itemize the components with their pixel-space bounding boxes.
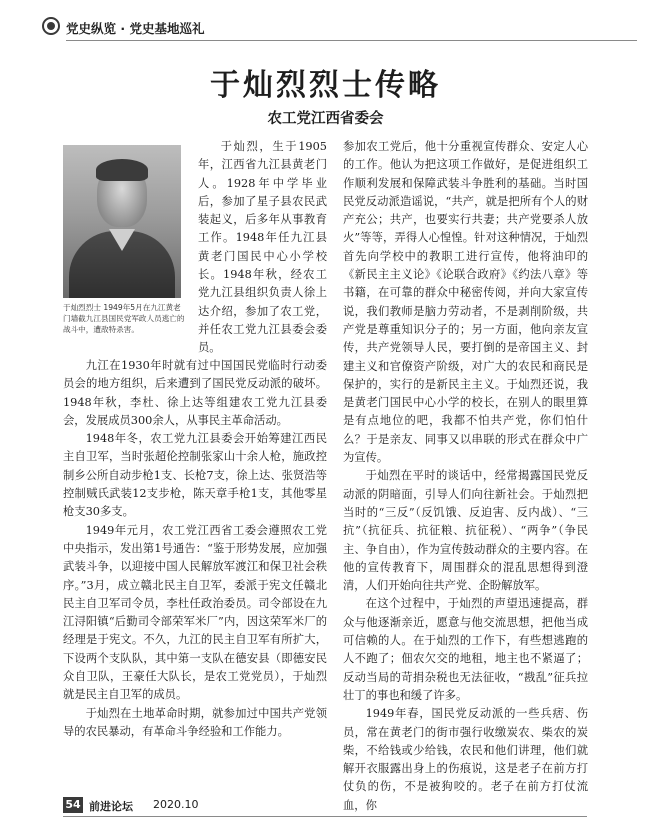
left-column <box>63 357 327 741</box>
article-paragraph: 1948年冬，农工党九江县委会开始筹建江西民主自卫军，当时张超伦控制张家山十余人枪，施政控制乡公所自动步枪1支、长枪7支，徐上达、张贤浩等控制贼氏武装12支步枪，陈天章手枪1支，其他零星枪支30多支。 <box>63 432 327 519</box>
article-paragraph: 在这个过程中，于灿烈的声望迅速提高，群众与他逐渐亲近，愿意与他交流思想，把他当成可信赖的人。在于灿烈的工作下，有些想逃跑的人不跑了；佃农欠交的地租，地主也不紧逼了；反动当局的苛捐杂税也无法征收，“戡乱”征兵拉壮丁的事也和缓了许多。 <box>343 597 588 702</box>
intro-text <box>198 138 327 358</box>
page-number: 54 <box>63 797 83 813</box>
photo-caption <box>63 302 186 335</box>
article-paragraph: 于灿烈在平时的谈话中，经常揭露国民党反动派的阴暗面，引导人们向往新社会。于灿烈把当时的“三反”（反饥饿、反迫害、反内战）、“三抗”（抗征兵、抗征粮、抗征税）、“两争”（争民主、争自由），作为宣传鼓动群众的主要内容。在他的宣传教育下，周围群众的混乱思想得到澄清，人们开始向往共产党、企盼解放军。 <box>343 469 588 593</box>
header-rule <box>66 40 637 41</box>
right-column <box>343 138 588 815</box>
footer-rule <box>63 816 587 817</box>
article-author: 农工党江西省委会 <box>267 111 384 127</box>
article-paragraph: 参加农工党后，他十分重视宣传群众、安定人心的工作。他认为把这项工作做好，是促进组织工作顺利发展和保障武装斗争胜利的基础。当时国民党反动派造谣说，“共产，就是把所有个人的财产充公；共产，也要实行共妻；共产党要杀人放火”等等，弄得人心惶惶。针对这种情况，于灿烈首先向学校中的教职工进行宣传，他将油印的《新民主主义论》《论联合政府》《约法八章》等书籍，在可靠的群众中秘密传阅，并向大家宣传说，我们教师是脑力劳动者，不是剥削阶级，共产党是尊重知识分子的；另一方面，他向亲友宣传，共产党领导人民，要打倒的是帝国主义、封建主义和官僚资产阶级，对广大的农民和商民是保护的，实行的是新民主主义。于灿烈还说，我是黄老门国民中心小学的校长，在别人的眼里算是有点地位的吧，我都不怕共产党，你们怕什么？于是亲友、同事又以串联的形式在群众中广为宣传。 <box>343 140 588 465</box>
article-paragraph: 九江在1930年时就有过中国国民党临时行动委员会的地方组织，后来遭到了国民党反动派的破坏。1948年秋，李杜、徐上达等组建农工党九江县委会，发展成员300余人，从事民主革命活动。 <box>63 359 327 427</box>
page-header <box>14 12 637 42</box>
issue-date: 2020.10 <box>153 798 199 811</box>
portrait-hair <box>96 159 148 181</box>
article-paragraph: 1949年春，国民党反动派的一些兵痞、伤员，常在黄老门的街市强行收缴炭农、柴农的炭柴，不给钱或少给钱，农民和他们讲理，他们就解开衣服露出身上的伤痕说，这是老子在前方打仗负的伤，不是被狗咬的。老子在前方打仗流血，你 <box>343 707 588 812</box>
magazine-name: 前进论坛 <box>89 800 133 813</box>
section-circle-icon <box>42 17 60 35</box>
intro-paragraph: 于灿烈，生于1905年，江西省九江县黄老门人。1928年中学毕业后，参加了星子县农民武装起义，后多年从事教育工作。1948年任九江县黄老门国民中心小学校长。1948年秋，经农工党九江县组织负责人徐上达介绍，参加了农工党，并任农工党九江县委会委员。 <box>198 140 327 355</box>
section-label: 党史纵览 · 党史基地巡礼 <box>66 21 205 36</box>
article-title: 于灿烈烈士传略 <box>210 68 441 103</box>
portrait-photo <box>63 145 181 298</box>
article-paragraph: 1949年元月，农工党江西省工委会遵照农工党中央指示，发出第1号通告：“鉴于形势发展，应加强武装斗争，以迎接中国人民解放军渡江和保卫社会秩序。”3月，成立赣北民主自卫军，委派于宪文任赣北民主自卫军司令员，李杜任政治委员。司令部设在九江浔阳镇“后勤司令部荣军米厂”内，因这荣军米厂的经理是于宪文。不久，九江的民主自卫军有所扩大，下设两个支队队，其中第一支队在德安县（即德安民众自卫队，王豪任大队长，是农工党党员），于灿烈就是民主自卫军的成员。 <box>63 523 327 702</box>
article-paragraph: 于灿烈在土地革命时期，就参加过中国共产党领导的农民暴动，有革命斗争经验和工作能力。 <box>63 706 327 738</box>
photo-caption-text: 于灿烈烈士 1949年5月在九江黄老门墙截九江县国民党军政人员逃亡的战斗中，遭敌特杀害。 <box>63 303 185 334</box>
